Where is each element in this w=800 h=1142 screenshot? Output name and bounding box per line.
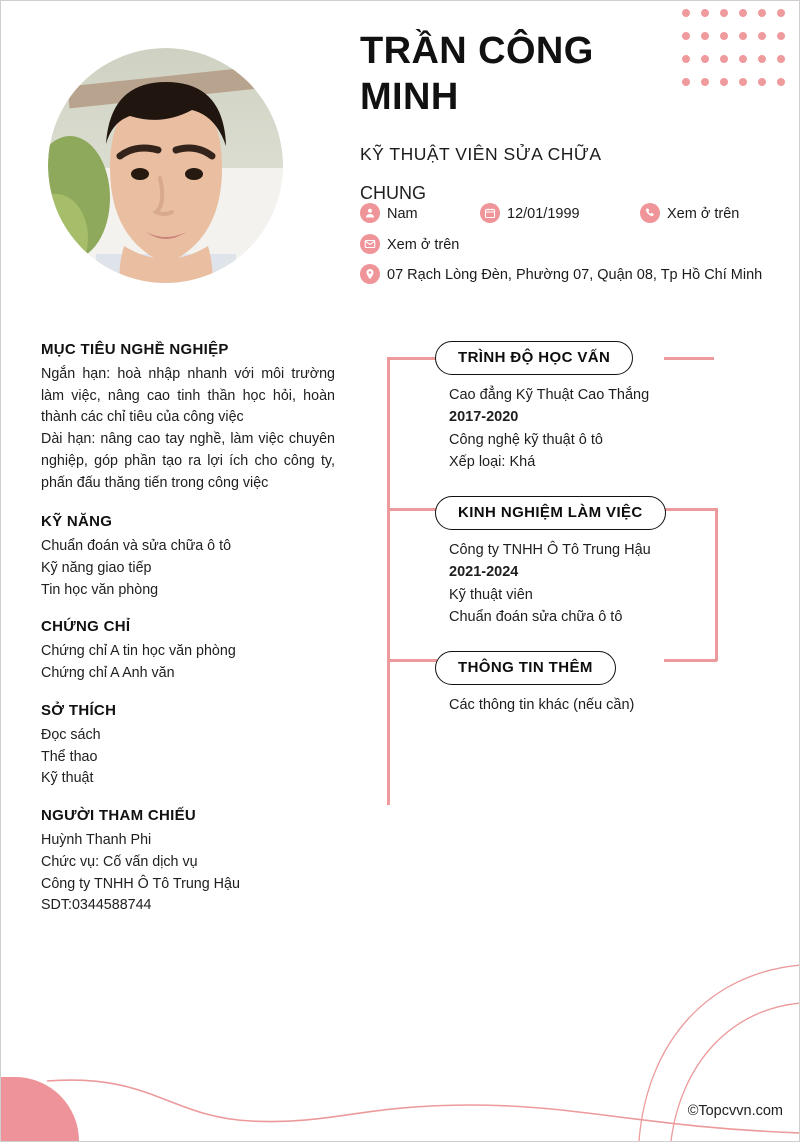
phone-icon [640, 203, 660, 223]
contact-phone [640, 203, 739, 225]
section-line: Công nghệ kỹ thuật ô tô [449, 431, 603, 448]
section-heading: MỤC TIÊU NGHỀ NGHIỆP [41, 341, 229, 358]
section-body [387, 375, 787, 474]
section-line: 2021-2024 [449, 564, 519, 581]
general-section-label: CHUNG [360, 183, 426, 203]
dot [777, 55, 785, 63]
section-line: Chuẩn đoán sửa chữa ô tô [449, 609, 623, 626]
section-line: Kỹ năng giao tiếp [41, 560, 152, 577]
dot [777, 32, 785, 40]
section-body [41, 830, 335, 917]
calendar-icon [480, 203, 500, 223]
contact-email-value: Xem ở trên [387, 236, 460, 253]
section-line: Công ty TNHH Ô Tô Trung Hậu [41, 875, 240, 892]
section-line: Đọc sách [41, 726, 101, 743]
section-heading: CHỨNG CHỈ [41, 618, 131, 636]
connector-left-stub-1 [387, 357, 437, 360]
right-section [387, 496, 787, 629]
section-body [387, 530, 787, 629]
contact-dob [480, 203, 640, 225]
dot [701, 55, 709, 63]
section-heading: SỞ THÍCH [41, 701, 117, 719]
contact-phone-value: Xem ở trên [667, 206, 740, 222]
section-body [41, 364, 335, 494]
location-icon [360, 264, 380, 284]
section-body [41, 536, 335, 601]
dot [720, 55, 728, 63]
left-section [41, 702, 335, 790]
connector-right-stub-2 [664, 508, 717, 511]
contact-row-primary [360, 203, 785, 225]
right-section [387, 651, 787, 801]
section-body [41, 725, 335, 790]
right-column [387, 341, 787, 801]
connector-right-stub-3 [664, 659, 717, 662]
connector-right-vertical [715, 508, 718, 661]
profile-photo [48, 48, 283, 283]
connector-left-stub-2 [387, 508, 437, 511]
left-column [41, 341, 335, 934]
section-pill-heading: TRÌNH ĐỘ HỌC VẤN [435, 341, 633, 375]
dot [739, 9, 747, 17]
dot [739, 78, 747, 86]
contact-email [360, 234, 459, 256]
section-body [387, 685, 787, 716]
section-line: Huỳnh Thanh Phi [41, 832, 152, 849]
left-section [41, 807, 335, 917]
section-line: Ngắn hạn: hoà nhập nhanh với môi trường làm việc, nâng cao tinh thần học hỏi, hoàn thành các chỉ tiêu của công việc [41, 366, 335, 426]
dot [701, 78, 709, 86]
section-line: Chức vụ: Cố vấn dịch vụ [41, 853, 198, 870]
dot-grid-decoration [682, 9, 790, 101]
dot [720, 32, 728, 40]
contact-address [360, 264, 762, 286]
contact-dob-value: 12/01/1999 [507, 206, 580, 222]
contact-address-value: 07 Rạch Lòng Đèn, Phường 07, Quận 08, Tp Hồ Chí Minh [387, 267, 763, 284]
dot [758, 78, 766, 86]
dot [777, 78, 785, 86]
section-pill-heading: THÔNG TIN THÊM [435, 651, 616, 685]
section-line: Kỹ thuật viên [449, 586, 533, 603]
watermark: ©Topcvvn.com [687, 1103, 783, 1119]
job-title: KỸ THUẬT VIÊN SỬA CHỮA [360, 144, 602, 164]
dot [777, 9, 785, 17]
dot [739, 32, 747, 40]
section-line: 2017-2020 [449, 409, 519, 426]
contact-gender [360, 203, 480, 225]
section-body [41, 641, 335, 684]
section-line: Cao đẳng Kỹ Thuật Cao Thắng [449, 387, 650, 403]
left-section [41, 341, 335, 494]
left-section [41, 618, 335, 684]
mail-icon [360, 234, 380, 254]
candidate-name: TRẦN CÔNG MINH [360, 30, 594, 119]
section-line: Thể thao [41, 748, 98, 765]
section-line: Chứng chỉ A Anh văn [41, 665, 175, 682]
dot [720, 78, 728, 86]
dot [758, 55, 766, 63]
dot [758, 32, 766, 40]
section-line: Chuẩn đoán và sửa chữa ô tô [41, 538, 232, 555]
section-line: Chứng chỉ A tin học văn phòng [41, 643, 236, 660]
connector-right-stub-1 [664, 357, 714, 360]
dot [739, 55, 747, 63]
connector-left-vertical [387, 357, 390, 805]
left-section [41, 513, 335, 601]
section-heading: KỸ NĂNG [41, 513, 113, 531]
dot [701, 32, 709, 40]
dot [682, 9, 690, 17]
dot [758, 9, 766, 17]
section-line: SDT:0344588744 [41, 897, 152, 914]
section-line: Tin học văn phòng [41, 581, 159, 598]
section-pill-heading: KINH NGHIỆM LÀM VIỆC [435, 496, 666, 530]
contact-row-address [360, 264, 785, 286]
dot [701, 9, 709, 17]
dot [720, 9, 728, 17]
contact-gender-value: Nam [387, 206, 418, 222]
section-line: Các thông tin khác (nếu cần) [449, 696, 635, 713]
person-icon [360, 203, 380, 223]
section-line: Xếp loại: Khá [449, 454, 536, 471]
right-section [387, 341, 787, 474]
contact-row-email [360, 234, 785, 256]
connector-left-stub-3 [387, 659, 437, 662]
contact-block [360, 203, 785, 295]
section-heading: NGƯỜI THAM CHIẾU [41, 807, 197, 825]
section-line: Công ty TNHH Ô Tô Trung Hậu [449, 541, 651, 558]
section-line: Kỹ thuật [41, 770, 94, 787]
section-line: Dài hạn: nâng cao tay nghề, làm việc chuyên nghiệp, góp phần tạo ra lợi ích cho công ty, phấn đấu thăng tiến trong công việc [41, 431, 335, 491]
